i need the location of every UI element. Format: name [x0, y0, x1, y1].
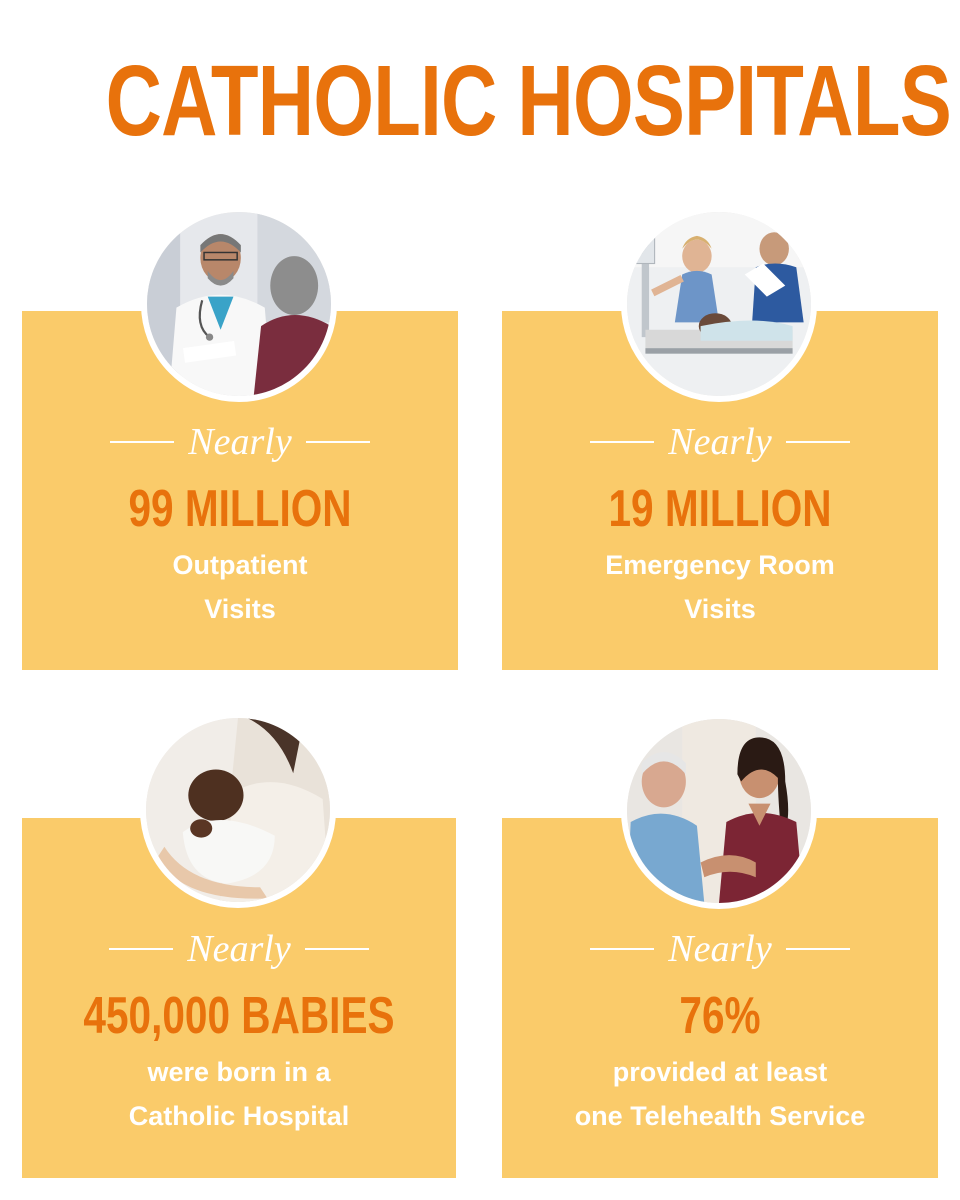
stat-value: 450,000 BABIES — [83, 987, 395, 1045]
qualifier-text: Nearly — [187, 928, 291, 970]
doctor-consulting-patient-photo — [141, 206, 337, 402]
stat-description-line2: Visits — [204, 594, 276, 624]
stat-description-line2: Visits — [684, 594, 756, 624]
stat-value: 76% — [679, 987, 761, 1045]
divider-right — [786, 441, 850, 443]
emergency-illustration — [627, 212, 811, 396]
nearly-row — [22, 422, 458, 462]
nearly-row — [502, 422, 938, 462]
divider-right — [786, 948, 850, 950]
nearly-row — [22, 929, 456, 969]
doctor-illustration — [147, 212, 331, 396]
divider-left — [590, 441, 654, 443]
qualifier-text: Nearly — [668, 928, 772, 970]
stat-description-line1: Emergency Room — [605, 550, 835, 580]
qualifier-text: Nearly — [188, 421, 292, 463]
divider-right — [305, 948, 369, 950]
mother-holding-newborn-photo — [140, 712, 336, 908]
stat-description-line1: Outpatient — [172, 550, 308, 580]
stat-description-line1: were born in a — [147, 1057, 331, 1087]
stat-description-line1: provided at least — [612, 1057, 828, 1087]
divider-right — [306, 441, 370, 443]
stat-value: 19 MILLION — [608, 480, 832, 538]
divider-left — [110, 441, 174, 443]
divider-left — [109, 948, 173, 950]
nurse-illustration — [627, 719, 811, 903]
qualifier-text: Nearly — [668, 421, 772, 463]
nurse-with-elderly-patient-photo — [621, 713, 817, 909]
nearly-row — [502, 929, 938, 969]
stat-description-line2: Catholic Hospital — [128, 1101, 350, 1131]
stat-description-line2: one Telehealth Service — [574, 1101, 866, 1131]
divider-left — [590, 948, 654, 950]
page-title: CATHOLIC HOSPITALS — [105, 45, 951, 157]
newborn-illustration — [146, 718, 330, 902]
stat-value: 99 MILLION — [128, 480, 352, 538]
emergency-room-staff-photo — [621, 206, 817, 402]
